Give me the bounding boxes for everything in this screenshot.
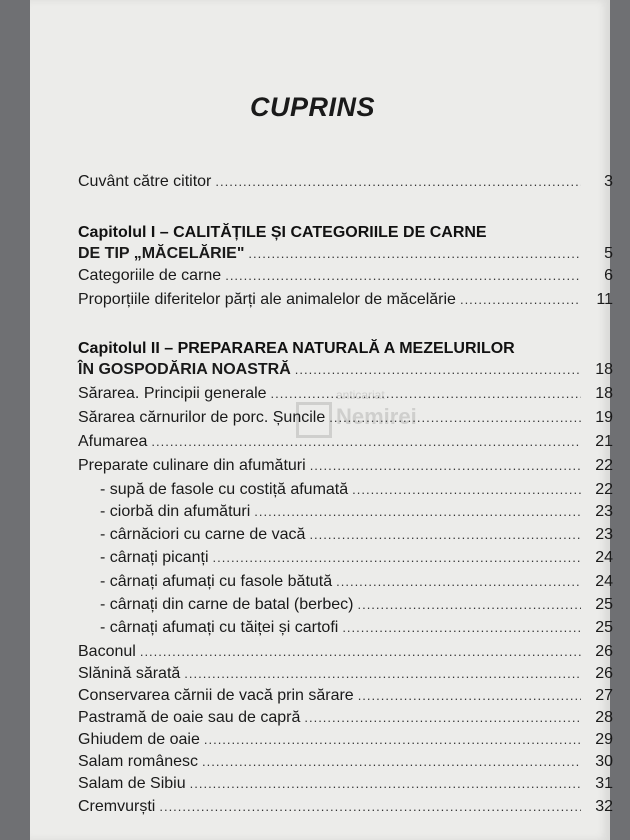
toc-subentry: - cârnați afumați cu tăiței și cartofi ..... 25 — [78, 618, 613, 637]
toc-entry: Categoriile de carne ..... 6 — [78, 266, 613, 285]
toc-entry: Conservarea cărnii de vacă prin sărare ..... 27 — [78, 686, 613, 705]
toc-subentry: - cârnați din carne de batal (berbec) ..... 25 — [78, 595, 613, 614]
chapter-1-heading-line2: DE TIP „MĂCELĂRIE" ..... 5 — [78, 244, 613, 263]
toc-subentry: - cârnați afumați cu fasole bătută ..... 24 — [78, 572, 613, 591]
toc-entry: Afumarea ..... 21 — [78, 432, 613, 451]
toc-entry: Baconul ..... 26 — [78, 642, 613, 661]
toc-entry: Salam de Sibiu ..... 31 — [78, 774, 613, 793]
toc-entry: Pastramă de oaie sau de capră ..... 28 — [78, 708, 613, 727]
toc-entry: Preparate culinare din afumături ..... 22 — [78, 456, 613, 475]
toc-entry-intro: Cuvânt către cititor ..... 3 — [78, 172, 613, 191]
book-page — [30, 0, 613, 840]
toc-subentry: - cârnăciori cu carne de vacă ..... 23 — [78, 525, 613, 544]
toc-subentry: - cârnați picanți ..... 24 — [78, 548, 613, 567]
page-title: CUPRINS — [250, 92, 376, 122]
toc-entry: Cremvurști ..... 32 — [78, 797, 613, 816]
watermark-top: anticariat — [336, 388, 385, 402]
chapter-1-heading-line1: Capitolul I – CALITĂȚILE ȘI CATEGORIILE DE CARNE — [78, 224, 487, 241]
toc-entry: Ghiudem de oaie ..... 29 — [78, 730, 613, 749]
toc-entry: Sărarea cărnurilor de porc. Șuncile ..... 19 — [78, 408, 613, 427]
toc-subentry: - supă de fasole cu costiță afumată ..... 22 — [78, 480, 613, 499]
chapter-2-heading-line1: Capitolul II – PREPARAREA NATURALĂ A MEZELURILOR — [78, 340, 515, 357]
watermark-main: Nemirei — [336, 404, 417, 429]
toc-entry: Salam românesc ..... 30 — [78, 752, 613, 771]
toc-entry: Slănină sărată ..... 26 — [78, 664, 613, 683]
toc-entry: Proporțiile diferitelor părți ale animalelor de măcelărie ..... 11 — [78, 290, 613, 309]
chapter-2-heading-line2: ÎN GOSPODĂRIA NOASTRĂ ..... 18 — [78, 360, 613, 379]
toc-subentry: - ciorbă din afumături ..... 23 — [78, 502, 613, 521]
toc-entry: Sărarea. Principii generale ..... 18 — [78, 384, 613, 403]
